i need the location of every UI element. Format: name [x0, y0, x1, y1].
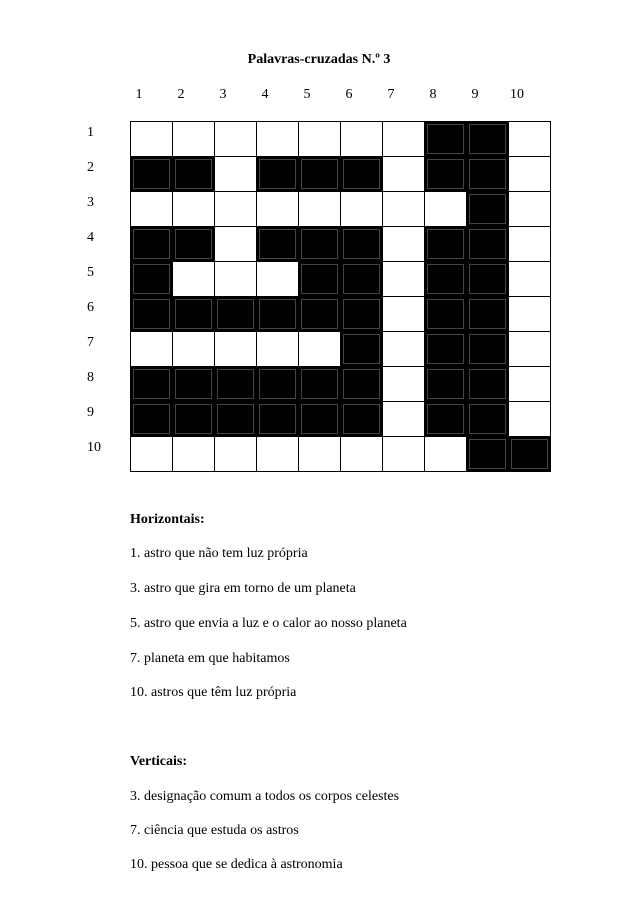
answer-cell[interactable] — [383, 122, 425, 157]
blocked-cell — [425, 367, 467, 402]
answer-cell[interactable] — [257, 122, 299, 157]
blocked-cell — [467, 122, 509, 157]
answer-cell[interactable] — [299, 437, 341, 472]
blocked-cell — [131, 402, 173, 437]
row-label: 9 — [87, 405, 94, 420]
answer-cell[interactable] — [509, 192, 551, 227]
vertical-heading: Verticais: — [130, 754, 188, 769]
horizontal-clue: 7. planeta em que habitamos — [130, 651, 290, 666]
answer-cell[interactable] — [215, 122, 257, 157]
horizontal-clue: 10. astros que têm luz própria — [130, 685, 297, 700]
page-title: Palavras-cruzadas N.º 3 — [247, 52, 391, 67]
blocked-cell — [131, 157, 173, 192]
answer-cell[interactable] — [509, 227, 551, 262]
answer-cell[interactable] — [215, 227, 257, 262]
blocked-cell — [215, 367, 257, 402]
blocked-cell — [299, 262, 341, 297]
blocked-cell — [341, 367, 383, 402]
blocked-cell — [173, 297, 215, 332]
blocked-cell — [467, 367, 509, 402]
blocked-cell — [425, 227, 467, 262]
blocked-cell — [131, 367, 173, 402]
horizontal-clue: 5. astro que envia a luz e o calor ao nosso planeta — [130, 616, 407, 631]
row-label: 2 — [87, 160, 94, 175]
blocked-cell — [425, 262, 467, 297]
blocked-cell — [467, 157, 509, 192]
answer-cell[interactable] — [383, 227, 425, 262]
answer-cell[interactable] — [383, 262, 425, 297]
horizontal-clue: 3. astro que gira em torno de um planeta — [130, 581, 356, 596]
answer-cell[interactable] — [341, 192, 383, 227]
answer-cell[interactable] — [257, 437, 299, 472]
column-label: 4 — [261, 87, 269, 102]
blocked-cell — [299, 227, 341, 262]
column-label: 5 — [303, 87, 311, 102]
blocked-cell — [257, 157, 299, 192]
blocked-cell — [467, 262, 509, 297]
answer-cell[interactable] — [257, 262, 299, 297]
answer-cell[interactable] — [173, 192, 215, 227]
blocked-cell — [299, 402, 341, 437]
answer-cell[interactable] — [173, 122, 215, 157]
column-label: 2 — [177, 87, 185, 102]
answer-cell[interactable] — [509, 332, 551, 367]
blocked-cell — [467, 227, 509, 262]
blocked-cell — [341, 297, 383, 332]
answer-cell[interactable] — [425, 192, 467, 227]
answer-cell[interactable] — [131, 332, 173, 367]
blocked-cell — [341, 402, 383, 437]
blocked-cell — [467, 402, 509, 437]
blocked-cell — [425, 297, 467, 332]
blocked-cell — [257, 227, 299, 262]
blocked-cell — [425, 402, 467, 437]
answer-cell[interactable] — [509, 157, 551, 192]
answer-cell[interactable] — [341, 437, 383, 472]
answer-cell[interactable] — [215, 192, 257, 227]
answer-cell[interactable] — [215, 437, 257, 472]
column-label: 9 — [471, 87, 479, 102]
blocked-cell — [299, 157, 341, 192]
answer-cell[interactable] — [509, 297, 551, 332]
row-label: 5 — [87, 265, 94, 280]
answer-cell[interactable] — [215, 157, 257, 192]
blocked-cell — [131, 297, 173, 332]
blocked-cell — [425, 332, 467, 367]
answer-cell[interactable] — [131, 192, 173, 227]
crossword-grid — [130, 121, 551, 472]
answer-cell[interactable] — [257, 192, 299, 227]
blocked-cell — [131, 262, 173, 297]
answer-cell[interactable] — [173, 437, 215, 472]
vertical-clue: 7. ciência que estuda os astros — [130, 823, 299, 838]
answer-cell[interactable] — [509, 402, 551, 437]
blocked-cell — [467, 297, 509, 332]
blocked-cell — [467, 437, 509, 472]
answer-cell[interactable] — [425, 437, 467, 472]
blocked-cell — [425, 122, 467, 157]
horizontal-clue: 1. astro que não tem luz própria — [130, 546, 308, 561]
blocked-cell — [299, 367, 341, 402]
answer-cell[interactable] — [383, 297, 425, 332]
vertical-clue: 10. pessoa que se dedica à astronomia — [130, 857, 343, 872]
column-label: 1 — [135, 87, 143, 102]
column-label: 3 — [219, 87, 227, 102]
row-label: 7 — [87, 335, 94, 350]
blocked-cell — [341, 332, 383, 367]
column-label: 8 — [429, 87, 437, 102]
answer-cell[interactable] — [383, 332, 425, 367]
row-label: 3 — [87, 195, 94, 210]
answer-cell[interactable] — [173, 332, 215, 367]
answer-cell[interactable] — [173, 262, 215, 297]
answer-cell[interactable] — [383, 192, 425, 227]
answer-cell[interactable] — [383, 402, 425, 437]
answer-cell[interactable] — [215, 262, 257, 297]
answer-cell[interactable] — [299, 122, 341, 157]
blocked-cell — [509, 437, 551, 472]
answer-cell[interactable] — [509, 262, 551, 297]
answer-cell[interactable] — [509, 122, 551, 157]
blocked-cell — [131, 227, 173, 262]
row-label: 1 — [87, 125, 94, 140]
answer-cell[interactable] — [299, 192, 341, 227]
blocked-cell — [215, 402, 257, 437]
blocked-cell — [257, 297, 299, 332]
blocked-cell — [173, 367, 215, 402]
blocked-cell — [257, 367, 299, 402]
horizontal-heading: Horizontais: — [130, 512, 205, 527]
blocked-cell — [467, 192, 509, 227]
answer-cell[interactable] — [509, 367, 551, 402]
answer-cell[interactable] — [383, 157, 425, 192]
row-label: 4 — [87, 230, 94, 245]
column-label: 10 — [510, 87, 524, 102]
vertical-clue: 3. designação comum a todos os corpos celestes — [130, 789, 400, 804]
blocked-cell — [341, 262, 383, 297]
blocked-cell — [173, 227, 215, 262]
blocked-cell — [173, 157, 215, 192]
answer-cell[interactable] — [131, 437, 173, 472]
column-label: 7 — [387, 87, 395, 102]
blocked-cell — [173, 402, 215, 437]
row-label: 8 — [87, 370, 94, 385]
row-label: 10 — [87, 440, 101, 455]
blocked-cell — [341, 227, 383, 262]
row-label: 6 — [87, 300, 94, 315]
blocked-cell — [257, 402, 299, 437]
blocked-cell — [425, 157, 467, 192]
answer-cell[interactable] — [341, 122, 383, 157]
answer-cell[interactable] — [299, 332, 341, 367]
answer-cell[interactable] — [131, 122, 173, 157]
answer-cell[interactable] — [383, 367, 425, 402]
column-label: 6 — [345, 87, 353, 102]
blocked-cell — [215, 297, 257, 332]
answer-cell[interactable] — [257, 332, 299, 367]
answer-cell[interactable] — [383, 437, 425, 472]
blocked-cell — [299, 297, 341, 332]
blocked-cell — [467, 332, 509, 367]
answer-cell[interactable] — [215, 332, 257, 367]
blocked-cell — [341, 157, 383, 192]
